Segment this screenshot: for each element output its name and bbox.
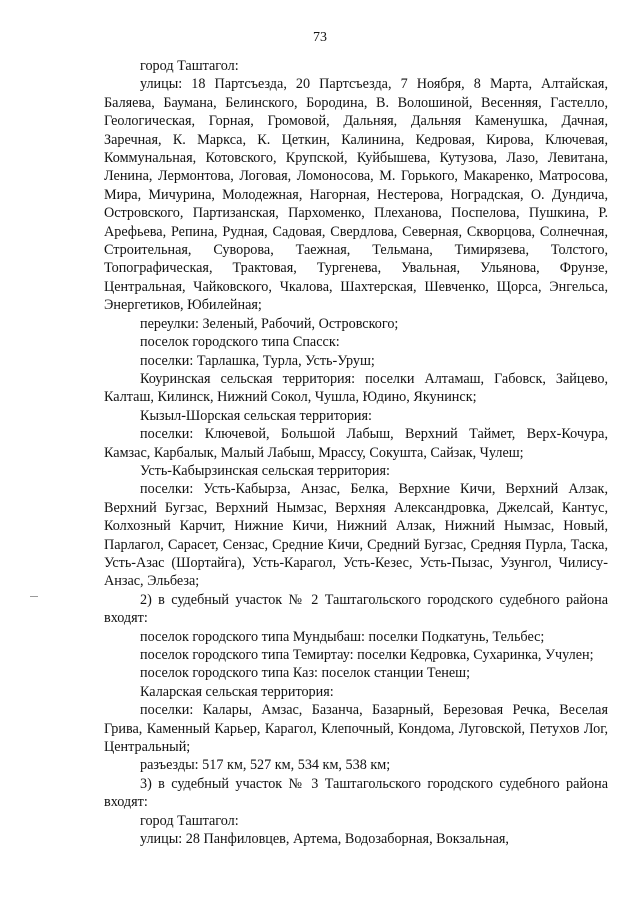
paragraph-settlement-mundybash: поселок городского типа Мундыбаш: поселки Подкатунь, Тельбес; xyxy=(140,628,545,645)
paragraph-spassk-villages: поселки: Тарлашка, Турла, Усть-Уруш; xyxy=(140,352,375,369)
paragraph-settlement-kaz: поселок городского типа Каз: поселок станции Тенеш; xyxy=(140,665,471,682)
paragraph-streets-list-2: улицы: 28 Панфиловцев, Артема, Водозаборная, Вокзальная, xyxy=(140,831,509,848)
paragraph-court-district-3: 3) в судебный участок № 3 Таштагольского городского судебного района входят: xyxy=(104,775,608,811)
paragraph-court-district-2: 2) в судебный участок № 2 Таштагольского городского судебного района входят: xyxy=(104,591,608,627)
margin-mark xyxy=(30,596,38,597)
paragraph-sidings: разъезды: 517 км, 527 км, 534 км, 538 км; xyxy=(140,757,391,774)
paragraph-city-tashtagol-2: город Таштагол: xyxy=(140,812,239,829)
paragraph-ust-kabyrza-villages: поселки: Усть-Кабырза, Анзас, Белка, Верхние Кичи, Верхний Алзак, Верхний Бугзас, Верхний Нымзас, Верхняя Александровка, Джелсай, Кантус, Колхозный Карчит, Нижние Кичи, Нижний Алзак, Нижний Нымзас, Новый, Парлагол, Сарасет, Сензас, Средние Кичи, Средний Бугзас, Средняя Пурла, Таска, Усть-Азас (Шортайга), Усть-Карагол, Усть-Кезес, Усть-Пызас, Узунгол, Чилису-Анзас, Эльбеза; xyxy=(104,481,608,590)
paragraph-ust-kabyrza-territory: Усть-Кабырзинская сельская территория: xyxy=(140,462,390,479)
paragraph-kalarskaya-territory: Каларская сельская территория: xyxy=(140,683,334,700)
paragraph-lanes-list: переулки: Зеленый, Рабочий, Островского; xyxy=(140,315,399,332)
paragraph-kouринskaya-territory: Коуринская сельская территория: поселки Алтамаш, Габовск, Зайцево, Калташ, Килинск, Нижний Сокол, Чушла, Юдино, Якунинск; xyxy=(104,370,608,406)
paragraph-settlement-spassk: поселок городского типа Спасск: xyxy=(140,334,340,351)
page-number: 73 xyxy=(313,30,327,45)
paragraph-kyzyl-shor-villages: поселки: Ключевой, Большой Лабыш, Верхний Таймет, Верх-Кочура, Камзас, Карбалык, Малый Лабыш, Мрассу, Сокушта, Сайзак, Чулеш; xyxy=(104,426,608,461)
document-body xyxy=(104,57,608,848)
paragraph-kalarskaya-villages: поселки: Калары, Амзас, Базанча, Базарный, Березовая Речка, Веселая Грива, Каменный Карьер, Карагол, Клепочный, Кондома, Луговской, Петухов Лог, Центральный; xyxy=(104,702,608,756)
paragraph-streets-list: улицы: 18 Партсъезда, 20 Партсъезда, 7 Ноября, 8 Марта, Алтайская, Баляева, Баумана, Белинского, Бородина, В. Волошиной, Весенняя, Гастелло, Геологическая, Горная, Громовой, Дальняя, Дальняя Каменушка, Дачная, Заречная, К. Маркса, К. Цеткин, Калинина, Кедровая, Кирова, Ключевая, Коммунальная, Котовского, Крупской, Куйбышева, Кутузова, Лазо, Левитана, Ленина, Лермонтова, Логовая, Ломоносова, М. Горького, Макаренко, Матросова, Мира, Мичурина, Молодежная, Нагорная, Нестерова, Ноградская, О. Дундича, Островского, Партизанская, Пархоменко, Плеханова, Поспелова, Пушкина, Р. Арефьева, Репина, Рудная, Садовая, Свердлова, Северная, Скворцова, Солнечная, Строительная, Суворова, Таежная, Тельмана, Тимирязева, Толстого, Топографическая, Трактовая, Тургенева, Увальная, Ульянова, Фрунзе, Центральная, Чайковского, Чкалова, Шахтерская, Шевченко, Щорса, Энгельса, Энергетиков, Юбилейная; xyxy=(104,76,608,314)
paragraph-settlement-temirtau: поселок городского типа Темиртау: поселки Кедровка, Сухаринка, Учулен; xyxy=(140,647,594,663)
paragraph-city-tashtagol: город Таштагол: xyxy=(140,58,239,74)
paragraph-kyzyl-shor-territory: Кызыл-Шорская сельская территория: xyxy=(140,407,372,424)
